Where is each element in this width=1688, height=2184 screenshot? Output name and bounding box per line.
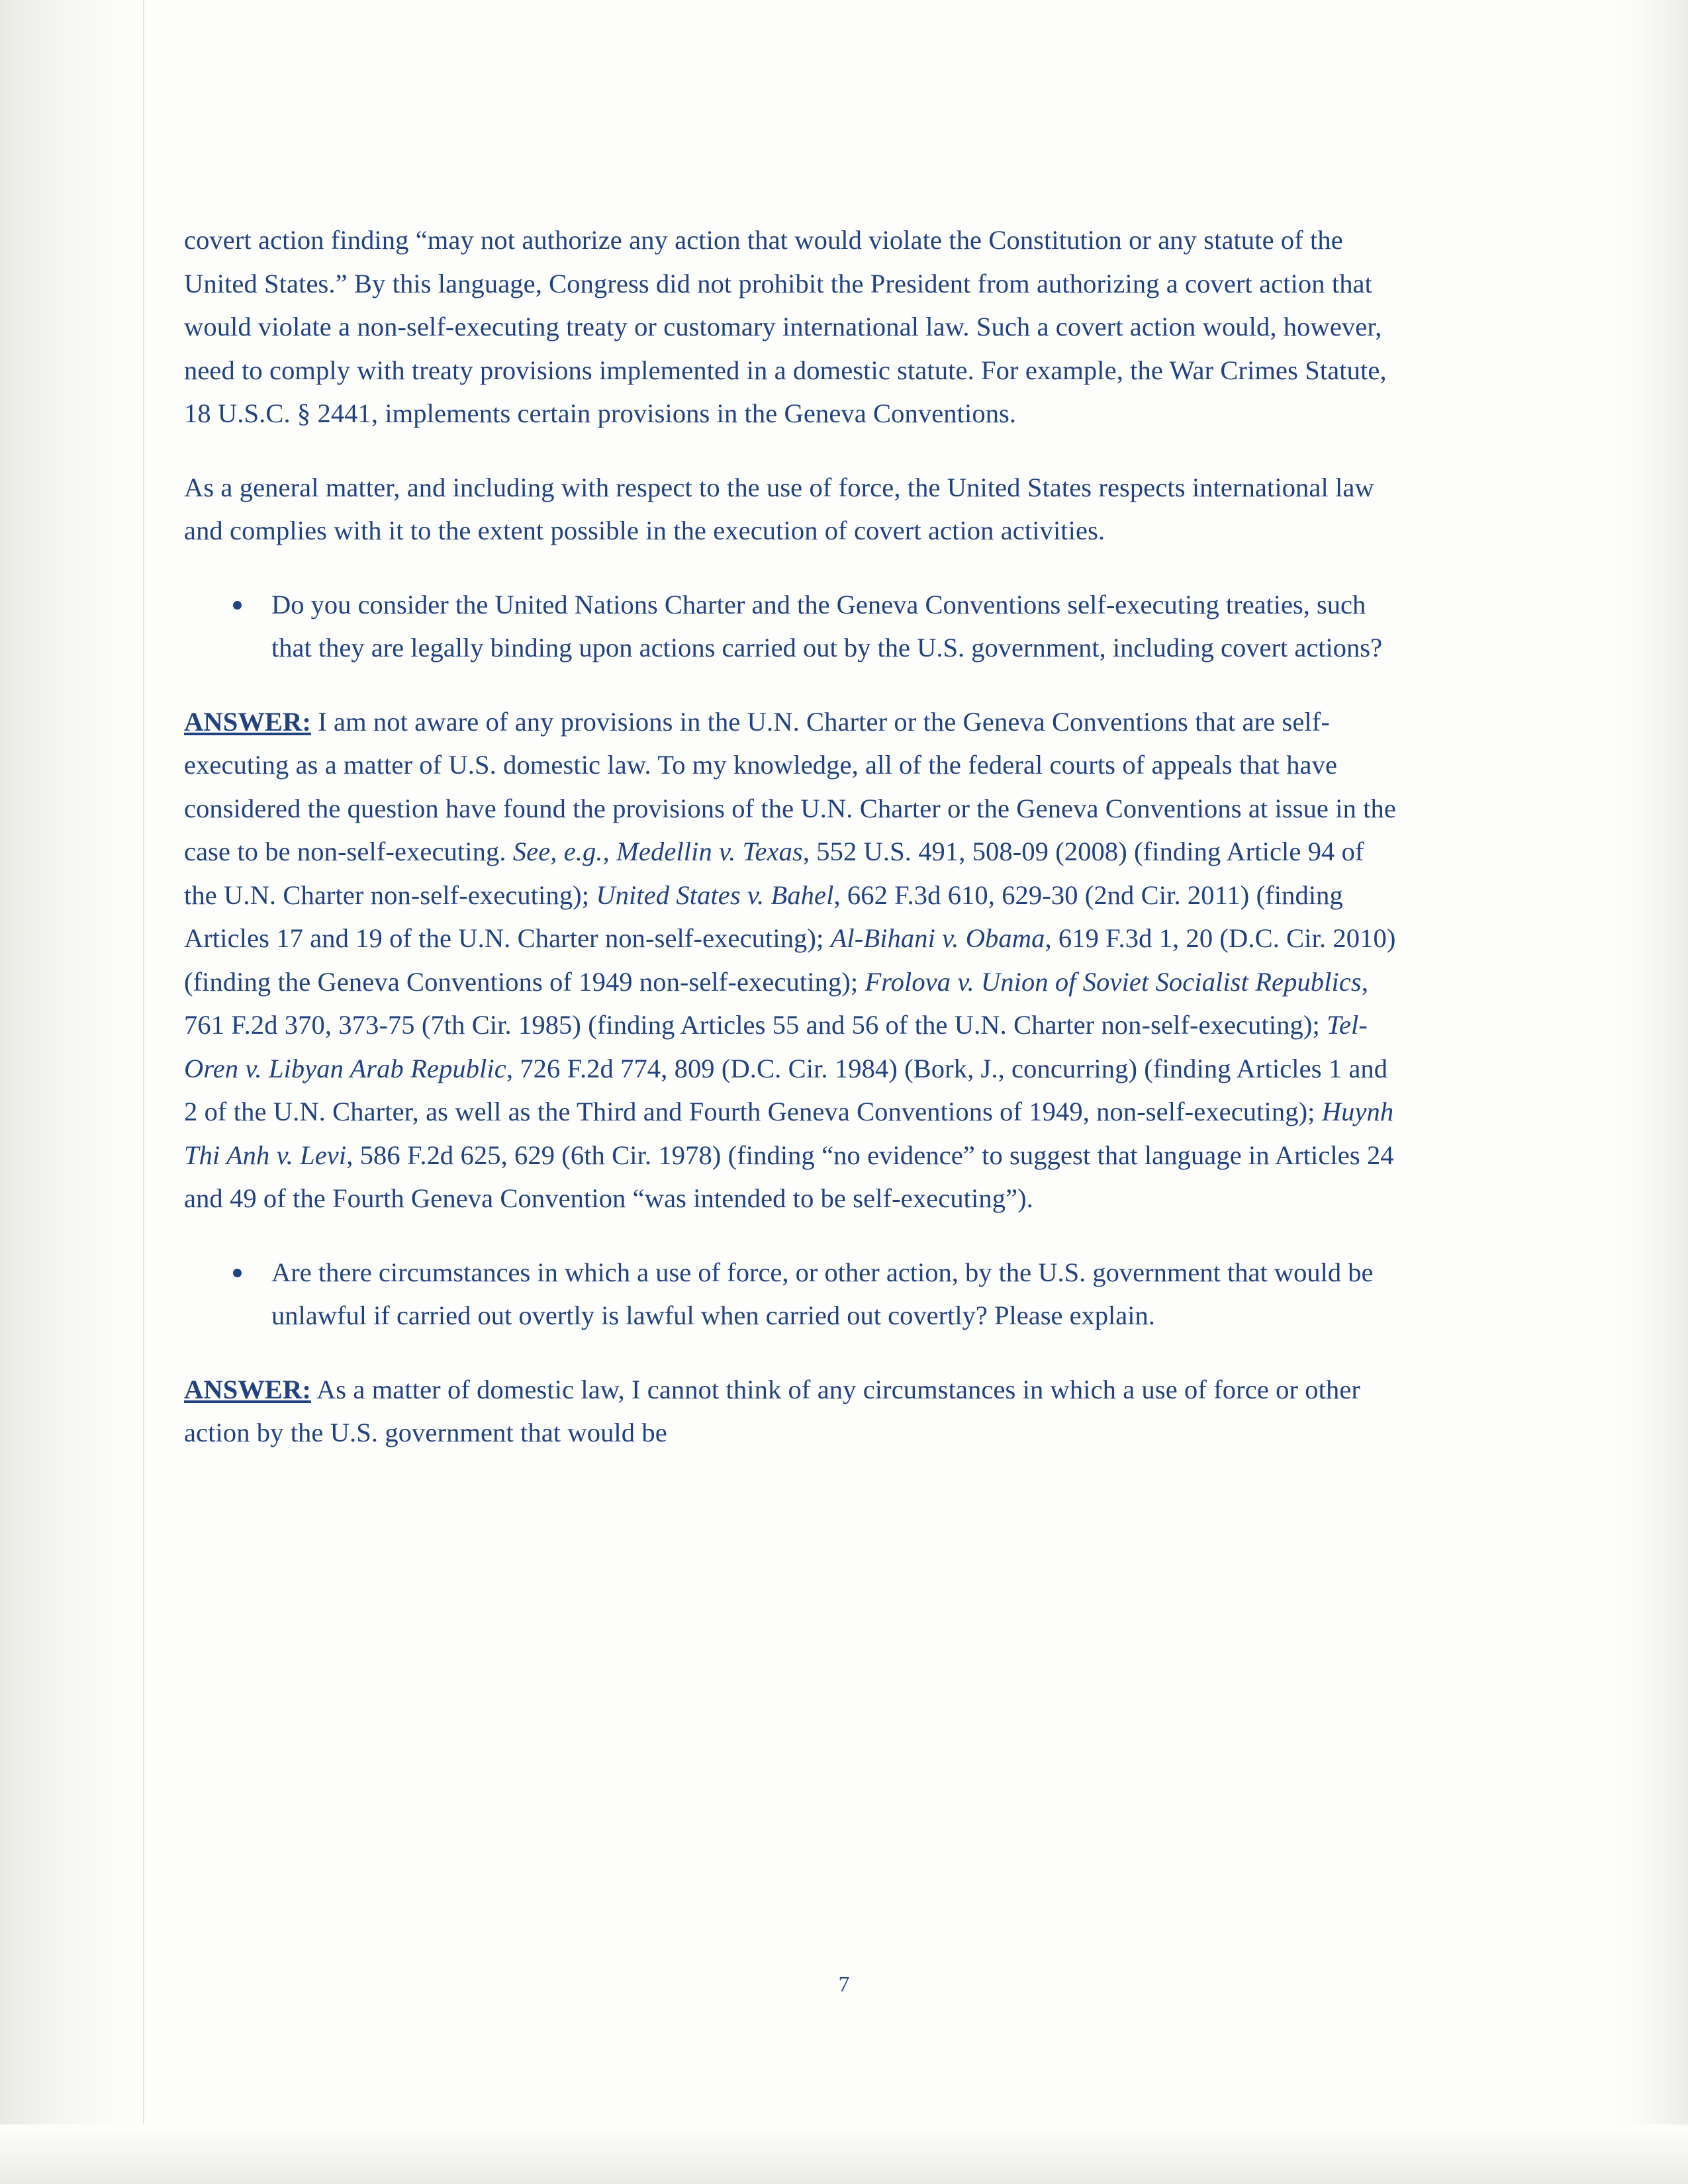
question-text-overt-covert-lawfulness: Are there circumstances in which a use of force, or other action, by the U.S. government that would be unlawful if carried out overtly is lawful when carried out covertly? Please explain. <box>271 1257 1374 1330</box>
list-item <box>184 1251 1397 1338</box>
scan-edge-shadow-left <box>0 0 139 2184</box>
case-citation: Frolova v. Union of Soviet Socialist Republics <box>865 966 1362 997</box>
answer-text-run: , 586 F.2d 625, 629 (6th Cir. 1978) (finding “no evidence” to suggest that language in Articles 24 and 49 of the Fourth Geneva Convention “was intended to be self-executing”). <box>184 1140 1394 1213</box>
bullet-dot-icon <box>233 1269 242 1277</box>
answer-text-run: , 662 F.3d 610, 629-30 (2nd Cir. 2011) (finding Articles 17 and 19 of the U.N. Charter non-self-executing); <box>184 880 1343 953</box>
answer-label: ANSWER: <box>184 1374 311 1404</box>
answer-label: ANSWER: <box>184 706 311 737</box>
case-citation: Tel-Oren v. Libyan Arab Republic <box>184 1010 1368 1083</box>
answer-text-run: I am not aware of any provisions in the U.N. Charter or the Geneva Conventions that are self-executing as a matter of U.S. domestic law. To my knowledge, all of the federal courts of appeals that have considered the question have found the provisions of the U.N. Charter or the Geneva Conventions at issue in the case to be non-self-executing. <box>184 706 1396 866</box>
answer-text-run: , 761 F.2d 370, 373-75 (7th Cir. 1985) (finding Articles 55 and 56 of the U.N. Charter non-self-executing); <box>184 966 1369 1040</box>
answer-text-run: As a matter of domestic law, I cannot think of any circumstances in which a use of force or other action by the U.S. government that would be <box>184 1374 1360 1447</box>
case-citation: United States v. Bahel <box>596 880 834 910</box>
scan-edge-shadow-bottom <box>0 2124 1688 2184</box>
answer-body-2 <box>184 1375 1360 1448</box>
bullet-dot-icon <box>233 601 242 610</box>
paragraph-covert-action-finding: covert action finding “may not authorize any action that would violate the Constitution or any statute of the United States.” By this language, Congress did not prohibit the President from authorizing a covert action that would violate a non-self-executing treaty or customary international law. Such a covert action would, however, need to comply with treaty provisions implemented in a domestic statute. For example, the War Crimes Statute, 18 U.S.C. § 2441, implements certain provisions in the Geneva Conventions. <box>184 225 1387 428</box>
case-citation: Huynh Thi Anh v. Levi <box>184 1097 1394 1170</box>
list-item <box>184 583 1397 670</box>
question-text-self-executing-treaties: Do you consider the United Nations Charter and the Geneva Conventions self-executing treaties, such that they are legally binding upon actions carried out by the U.S. government, including covert actions? <box>271 589 1383 662</box>
page-number: 7 <box>838 1972 850 1997</box>
paragraph-general-matter: As a general matter, and including with respect to the use of force, the United States respects international law and complies with it to the extent possible in the execution of covert action activities. <box>184 472 1374 545</box>
document-body <box>184 218 1402 1485</box>
page-fold-line <box>143 0 144 2184</box>
answer-text-run: , 726 F.2d 774, 809 (D.C. Cir. 1984) (Bork, J., concurring) (finding Articles 1 and 2 of the U.N. Charter, as well as the Third and Fourth Geneva Conventions of 1949, non-self-executing); <box>184 1053 1388 1126</box>
answer-text-run: , 619 F.3d 1, 20 (D.C. Cir. 2010) (finding the Geneva Conventions of 1949 non-self-executing); <box>184 923 1396 997</box>
answer-text-run: , 552 U.S. 491, 508-09 (2008) (finding Article 94 of the U.N. Charter non-self-executing); <box>184 837 1364 910</box>
case-citation: See, e.g., Medellin v. Texas <box>512 837 803 866</box>
answer-body-1 <box>184 707 1396 1214</box>
question-bullet-list-2 <box>184 1251 1402 1338</box>
scan-edge-shadow-right <box>1609 0 1688 2184</box>
answer-block-1 <box>184 700 1402 1220</box>
question-bullet-list-1 <box>184 583 1402 670</box>
case-citation: Al-Bihani v. Obama <box>830 923 1045 953</box>
answer-block-2 <box>184 1368 1402 1455</box>
